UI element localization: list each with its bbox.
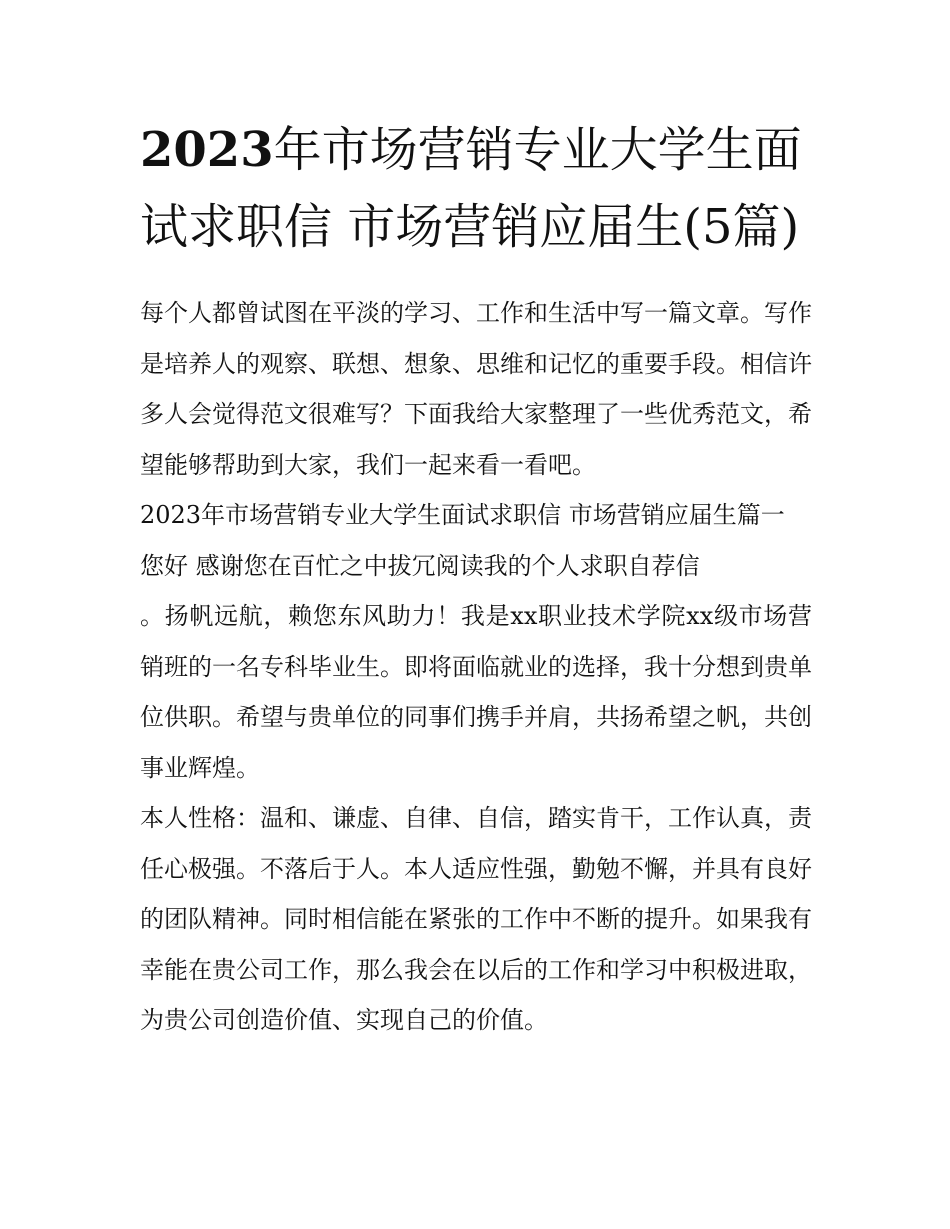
title-year: 2023 [140,122,274,178]
greeting-paragraph: 您好 感谢您在百忙之中拔冗阅读我的个人求职自荐信 [140,551,700,580]
self-introduction-paragraph: 。扬帆远航，赖您东风助力！我是xx职业技术学院xx级市场营销班的一名专科毕业生。即将面临就业的选择，我十分想到贵单位供职。希望与贵单位的同事们携手并肩，共扬希望之帆，共创事业辉煌。 [140,602,812,782]
document-title [140,112,812,266]
intro-paragraph: 每个人都曾试图在平淡的学习、工作和生活中写一篇文章。写作是培养人的观察、联想、想象、思维和记忆的重要手段。相信许多人会觉得范文很难写？下面我给大家整理了一些优秀范文，希望能够帮助到大家，我们一起来看一看吧。 [140,299,812,479]
personality-paragraph: 本人性格：温和、谦虚、自律、自信，踏实肯干，工作认真，责任心极强。不落后于人。本人适应性强，勤勉不懈，并具有良好的团队精神。同时相信能在紧张的工作中不断的提升。如果我有幸能在贵公司工作，那么我会在以后的工作和学习中积极进取，为贵公司创造价值、实现自己的价值。 [140,804,812,1034]
section-heading: 2023年市场营销专业大学生面试求职信 市场营销应届生篇一 [140,501,785,529]
title-text: 年市场营销专业大学生面试求职信 市场营销应届生(5篇) [140,122,802,255]
document-body [140,288,812,1046]
document-page [140,112,812,1046]
